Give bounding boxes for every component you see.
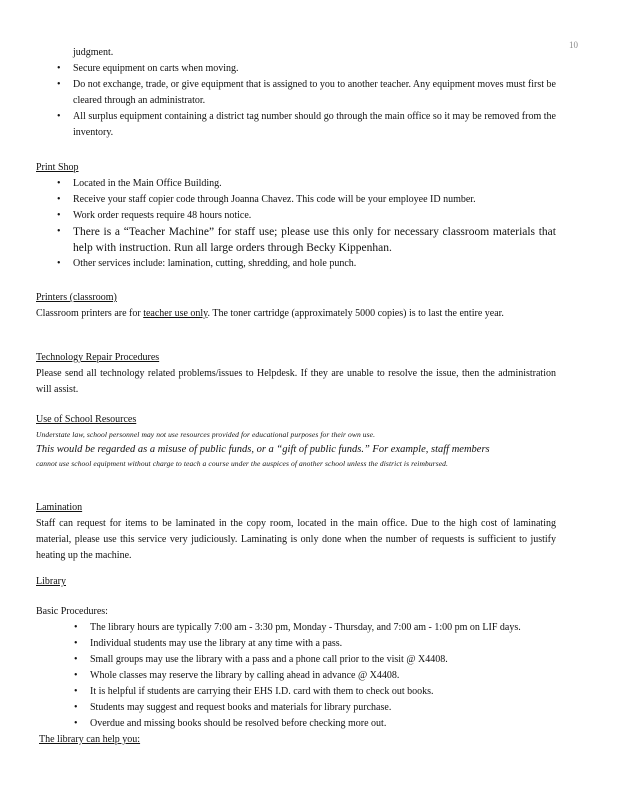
paragraph: Staff can request for items to be laminated in the copy room, located in the main office. Due to the high cost of laminating material, please use this service very judiciously. Laminating is only done when the number of requests is sufficient to justify heating up the machine. — [36, 518, 556, 561]
list-item: • Receive your staff copier code through Joanna Chavez. This code will be your employee ID number. — [36, 192, 556, 208]
printers-section — [36, 290, 556, 322]
list-item: • Overdue and missing books should be resolved before checking more out. — [36, 716, 556, 732]
printers-emphasis: teacher use only — [143, 308, 208, 319]
continuation-text: judgment. — [73, 47, 114, 58]
section-heading: Print Shop — [36, 162, 79, 173]
printers-text-before: Classroom printers are for — [36, 308, 144, 319]
library-closing: The library can help you: — [39, 734, 141, 745]
section-heading: Technology Repair Procedures — [36, 352, 160, 363]
paragraph: Please send all technology related problems/issues to Helpdesk. If they are unable to resolve the issue, then the administration will assist. — [36, 368, 556, 395]
list-item: • Do not exchange, trade, or give equipment that is assigned to you to another teacher. Any equipment moves must first be cleared through an administrator. — [36, 77, 556, 109]
list-item: • Work order requests require 48 hours notice. — [36, 208, 556, 224]
section-heading: Printers (classroom) — [36, 292, 117, 303]
list-item: • Individual students may use the library at any time with a pass. — [36, 636, 556, 652]
resources-line-3: cannot use school equipment without charge to teach a course under the auspices of another school unless the district is reimbursed. — [36, 459, 448, 468]
school-resources-section — [36, 412, 556, 471]
library-section — [36, 574, 556, 748]
list-item: • Small groups may use the library with a pass and a phone call prior to the visit @ X4408. — [36, 652, 556, 668]
list-item: • There is a “Teacher Machine” for staff use; please use this only for necessary classroom materials that help with instruction. Run all large orders through Becky Kippenhan. — [36, 224, 556, 256]
section-heading: Use of School Resources — [36, 414, 137, 425]
list-item: • Other services include: lamination, cutting, shredding, and hole punch. — [36, 256, 556, 272]
sub-heading: Basic Procedures: — [36, 606, 108, 617]
resources-line-2: This would be regarded as a misuse of public funds, or a “gift of public funds.” For example, staff members — [36, 444, 490, 455]
lamination-section — [36, 500, 556, 564]
section-heading: Lamination — [36, 502, 83, 513]
print-shop-list — [36, 176, 556, 272]
list-item: • Located in the Main Office Building. — [36, 176, 556, 192]
equipment-list — [36, 61, 556, 141]
library-list — [36, 620, 556, 732]
list-item: • It is helpful if students are carrying their EHS I.D. card with them to check out books. — [36, 684, 556, 700]
page-number: 10 — [569, 40, 578, 50]
list-item: • The library hours are typically 7:00 am - 3:30 pm, Monday - Thursday, and 7:00 am - 1:00 pm on LIF days. — [36, 620, 556, 636]
list-item: • Whole classes may reserve the library by calling ahead in advance @ X4408. — [36, 668, 556, 684]
paragraph — [36, 306, 556, 322]
resources-line-1: Understate law, school personnel may not use resources provided for educational purposes for their own use. — [36, 430, 376, 439]
equipment-section — [36, 45, 556, 141]
print-shop-section — [36, 160, 556, 272]
list-item: • Secure equipment on carts when moving. — [36, 61, 556, 77]
list-item: • All surplus equipment containing a district tag number should go through the main office so it may be removed from the inventory. — [36, 109, 556, 141]
tech-repair-section — [36, 350, 556, 398]
printers-text-after: . The toner cartridge (approximately 5000 copies) is to last the entire year. — [207, 308, 504, 319]
section-heading: Library — [36, 576, 66, 587]
list-item: • Students may suggest and request books and materials for library purchase. — [36, 700, 556, 716]
